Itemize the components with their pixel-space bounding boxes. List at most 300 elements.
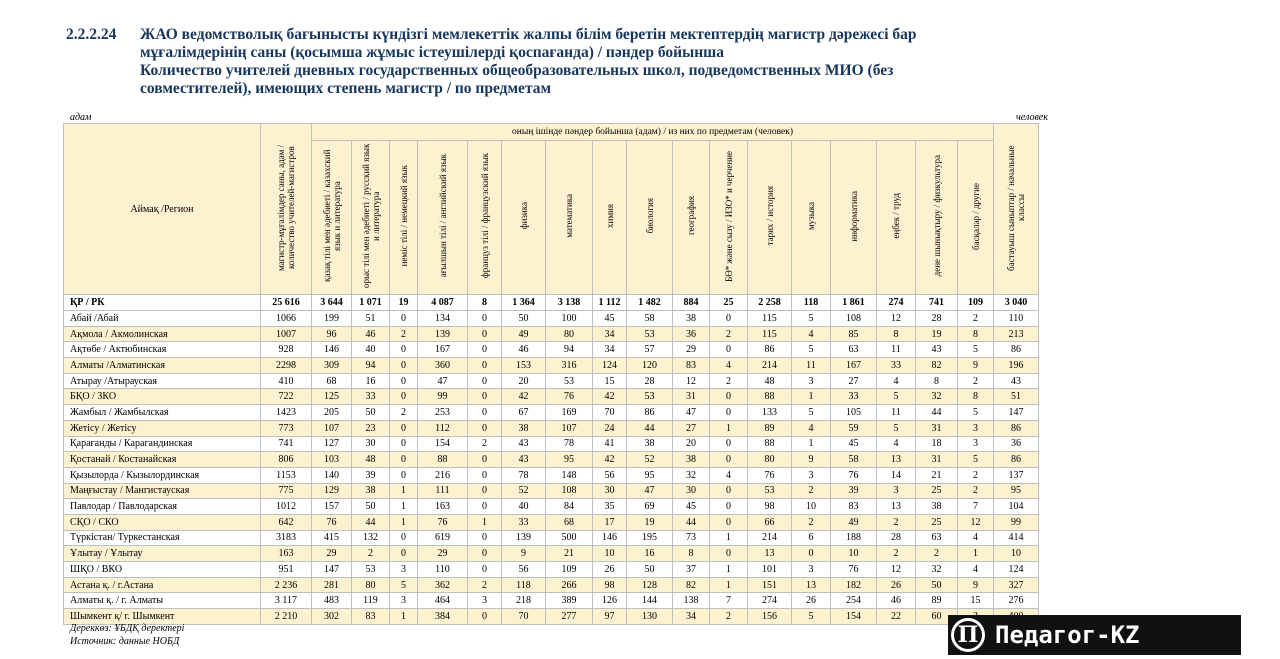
table-cell: 4 bbox=[958, 562, 994, 578]
table-cell: 128 bbox=[627, 577, 673, 593]
table-cell: 32 bbox=[916, 562, 958, 578]
table-cell: 98 bbox=[593, 577, 627, 593]
table-cell: 483 bbox=[312, 593, 352, 609]
table-cell: 3 bbox=[468, 593, 502, 609]
table-cell: 127 bbox=[312, 436, 352, 452]
header-subject bbox=[748, 141, 792, 295]
table-cell: 86 bbox=[627, 405, 673, 421]
header-subject-label: музыка bbox=[806, 201, 816, 231]
table-cell: 111 bbox=[418, 483, 468, 499]
header-subject bbox=[673, 141, 710, 295]
header-subject bbox=[352, 141, 390, 295]
table-cell: 8 bbox=[877, 326, 916, 342]
table-row bbox=[64, 562, 1039, 578]
table-cell: 3183 bbox=[261, 530, 312, 546]
table-cell: 80 bbox=[748, 452, 792, 468]
table-cell: 2 bbox=[958, 373, 994, 389]
table-cell: 2 bbox=[958, 483, 994, 499]
table-cell: 0 bbox=[468, 499, 502, 515]
total-cell: 4 087 bbox=[418, 295, 468, 311]
table-cell: 33 bbox=[502, 514, 546, 530]
table-cell: 1 bbox=[710, 562, 748, 578]
header-subject bbox=[312, 141, 352, 295]
region-name: Шымкент қ/ г. Шымкент bbox=[64, 609, 261, 625]
table-cell: 139 bbox=[418, 326, 468, 342]
table-cell: 153 bbox=[502, 358, 546, 374]
table-cell: 1 bbox=[710, 577, 748, 593]
table-cell: 147 bbox=[312, 562, 352, 578]
table-cell: 1 bbox=[958, 546, 994, 562]
table-cell: 20 bbox=[502, 373, 546, 389]
table-cell: 36 bbox=[994, 436, 1039, 452]
table-cell: 40 bbox=[352, 342, 390, 358]
header-subject bbox=[710, 141, 748, 295]
table-cell: 66 bbox=[748, 514, 792, 530]
table-row bbox=[64, 311, 1039, 327]
table-cell: 86 bbox=[748, 342, 792, 358]
source-ru: Источник: данные НОБД bbox=[70, 636, 180, 647]
region-name: Астана қ. / г.Астана bbox=[64, 577, 261, 593]
table-cell: 39 bbox=[352, 467, 390, 483]
table-cell: 188 bbox=[831, 530, 877, 546]
table-cell: 103 bbox=[312, 452, 352, 468]
table-cell: 10 bbox=[792, 499, 831, 515]
table-cell: 86 bbox=[994, 342, 1039, 358]
table-cell: 157 bbox=[312, 499, 352, 515]
header-subject-label: еңбек / труд bbox=[891, 193, 901, 239]
table-cell: 16 bbox=[352, 373, 390, 389]
total-cell: 8 bbox=[468, 295, 502, 311]
table-cell: 27 bbox=[673, 420, 710, 436]
table-cell: 5 bbox=[792, 609, 831, 625]
table-cell: 2 bbox=[468, 436, 502, 452]
table-cell: 67 bbox=[502, 405, 546, 421]
table-cell: 1 bbox=[710, 420, 748, 436]
total-cell: 1 071 bbox=[352, 295, 390, 311]
logo-mark: П bbox=[951, 618, 985, 652]
table-row bbox=[64, 546, 1039, 562]
table-cell: 1 bbox=[390, 609, 418, 625]
table-cell: 0 bbox=[710, 311, 748, 327]
table-cell: 316 bbox=[546, 358, 593, 374]
table-cell: 40 bbox=[502, 499, 546, 515]
table-cell: 4 bbox=[877, 436, 916, 452]
table-cell: 167 bbox=[418, 342, 468, 358]
table-cell: 25 bbox=[916, 514, 958, 530]
table-cell: 0 bbox=[792, 546, 831, 562]
table-cell: 97 bbox=[593, 609, 627, 625]
table-cell: 12 bbox=[877, 311, 916, 327]
watermark-logo bbox=[948, 615, 1241, 655]
table-cell: 50 bbox=[352, 499, 390, 515]
table-cell: 182 bbox=[831, 577, 877, 593]
region-name: Павлодар / Павлодарская bbox=[64, 499, 261, 515]
table-cell: 154 bbox=[418, 436, 468, 452]
source-kz: Дереккөз: ҰБДҚ деректері bbox=[70, 623, 185, 634]
header-subject bbox=[627, 141, 673, 295]
region-name: ШҚО / ВКО bbox=[64, 562, 261, 578]
table-cell: 0 bbox=[468, 530, 502, 546]
table-cell: 0 bbox=[390, 546, 418, 562]
table-row bbox=[64, 358, 1039, 374]
header-subject bbox=[792, 141, 831, 295]
table-cell: 94 bbox=[352, 358, 390, 374]
table-cell: 38 bbox=[673, 311, 710, 327]
table-cell: 4 bbox=[710, 358, 748, 374]
table-cell: 0 bbox=[710, 389, 748, 405]
table-cell: 76 bbox=[831, 562, 877, 578]
table-cell: 83 bbox=[673, 358, 710, 374]
table-cell: 26 bbox=[792, 593, 831, 609]
table-cell: 218 bbox=[502, 593, 546, 609]
region-name: Атырау /Атырауская bbox=[64, 373, 261, 389]
table-cell: 42 bbox=[593, 389, 627, 405]
table-cell: 9 bbox=[502, 546, 546, 562]
table-row bbox=[64, 577, 1039, 593]
table-cell: 63 bbox=[916, 530, 958, 546]
total-cell: 741 bbox=[916, 295, 958, 311]
table-row bbox=[64, 373, 1039, 389]
table-cell: 23 bbox=[352, 420, 390, 436]
table-cell: 108 bbox=[546, 483, 593, 499]
table-cell: 0 bbox=[710, 483, 748, 499]
header-subject-label: дене шынықтыру / физкультура bbox=[931, 155, 942, 277]
table-cell: 216 bbox=[418, 467, 468, 483]
table-cell: 327 bbox=[994, 577, 1039, 593]
table-cell: 1 bbox=[390, 514, 418, 530]
table-cell: 101 bbox=[748, 562, 792, 578]
total-cell: 25 616 bbox=[261, 295, 312, 311]
table-cell: 5 bbox=[390, 577, 418, 593]
table-cell: 146 bbox=[312, 342, 352, 358]
table-cell: 134 bbox=[418, 311, 468, 327]
table-cell: 281 bbox=[312, 577, 352, 593]
region-name: Қостанай / Костанайская bbox=[64, 452, 261, 468]
header-subject bbox=[390, 141, 418, 295]
table-cell: 28 bbox=[877, 530, 916, 546]
region-name: Алматы /Алматинская bbox=[64, 358, 261, 374]
table-cell: 85 bbox=[831, 326, 877, 342]
table-cell: 132 bbox=[352, 530, 390, 546]
table-cell: 2 bbox=[792, 483, 831, 499]
table-cell: 5 bbox=[877, 389, 916, 405]
table-cell: 8 bbox=[673, 546, 710, 562]
header-primary-classes bbox=[994, 124, 1039, 295]
table-cell: 138 bbox=[673, 593, 710, 609]
table-cell: 100 bbox=[546, 311, 593, 327]
table-cell: 25 bbox=[916, 483, 958, 499]
header-total bbox=[261, 124, 312, 295]
table-cell: 37 bbox=[673, 562, 710, 578]
table-cell: 147 bbox=[994, 405, 1039, 421]
table-cell: 5 bbox=[877, 420, 916, 436]
table-cell: 0 bbox=[710, 499, 748, 515]
table-cell: 360 bbox=[418, 358, 468, 374]
table-cell: 8 bbox=[958, 389, 994, 405]
table-cell: 76 bbox=[418, 514, 468, 530]
table-cell: 47 bbox=[673, 405, 710, 421]
table-cell: 4 bbox=[958, 530, 994, 546]
total-cell: 2 258 bbox=[748, 295, 792, 311]
header-subject bbox=[916, 141, 958, 295]
table-cell: 49 bbox=[831, 514, 877, 530]
table-cell: 10 bbox=[593, 546, 627, 562]
table-cell: 43 bbox=[502, 452, 546, 468]
table-cell: 5 bbox=[792, 405, 831, 421]
table-row bbox=[64, 342, 1039, 358]
table-cell: 389 bbox=[546, 593, 593, 609]
header-subject-group: оның ішінде пәндер бойынша (адам) / из них по предметам (человек) bbox=[312, 124, 994, 141]
table-cell: 8 bbox=[916, 373, 958, 389]
table-cell: 19 bbox=[916, 326, 958, 342]
table-cell: 120 bbox=[627, 358, 673, 374]
table-cell: 0 bbox=[710, 342, 748, 358]
region-name: Жетісу / Жетісу bbox=[64, 420, 261, 436]
table-cell: 44 bbox=[352, 514, 390, 530]
header-primary-classes-label: бастауыш сыныптар / начальные классы bbox=[1006, 144, 1026, 271]
table-cell: 17 bbox=[593, 514, 627, 530]
table-cell: 38 bbox=[352, 483, 390, 499]
table-cell: 27 bbox=[831, 373, 877, 389]
table-cell: 741 bbox=[261, 436, 312, 452]
table-cell: 38 bbox=[673, 452, 710, 468]
table-cell: 78 bbox=[502, 467, 546, 483]
table-cell: 30 bbox=[593, 483, 627, 499]
table-cell: 1012 bbox=[261, 499, 312, 515]
table-cell: 0 bbox=[710, 452, 748, 468]
table-cell: 0 bbox=[468, 373, 502, 389]
table-cell: 642 bbox=[261, 514, 312, 530]
table-cell: 0 bbox=[468, 358, 502, 374]
table-cell: 130 bbox=[627, 609, 673, 625]
table-cell: 2 bbox=[710, 373, 748, 389]
table-cell: 52 bbox=[627, 452, 673, 468]
table-cell: 126 bbox=[593, 593, 627, 609]
table-cell: 722 bbox=[261, 389, 312, 405]
table-cell: 84 bbox=[546, 499, 593, 515]
table-cell: 4 bbox=[792, 326, 831, 342]
table-cell: 96 bbox=[312, 326, 352, 342]
table-cell: 9 bbox=[958, 577, 994, 593]
source-note bbox=[70, 622, 184, 648]
total-cell: 274 bbox=[877, 295, 916, 311]
table-cell: 99 bbox=[994, 514, 1039, 530]
total-cell: 3 138 bbox=[546, 295, 593, 311]
table-cell: 46 bbox=[877, 593, 916, 609]
table-cell: 0 bbox=[468, 483, 502, 499]
region-name: Түркістан/ Туркестанская bbox=[64, 530, 261, 546]
table-cell: 362 bbox=[418, 577, 468, 593]
table-cell: 50 bbox=[916, 577, 958, 593]
title-kz-line-2: мұғалімдерінің саны (қосымша жұмыс істеушілерді қоспағанда) / пәндер бойынша bbox=[140, 44, 724, 61]
table-cell: 0 bbox=[390, 452, 418, 468]
header-subject bbox=[418, 141, 468, 295]
table-cell: 11 bbox=[792, 358, 831, 374]
table-cell: 16 bbox=[627, 546, 673, 562]
table-cell: 156 bbox=[748, 609, 792, 625]
table-cell: 44 bbox=[673, 514, 710, 530]
table-cell: 254 bbox=[831, 593, 877, 609]
table-cell: 45 bbox=[673, 499, 710, 515]
table-cell: 47 bbox=[627, 483, 673, 499]
table-cell: 70 bbox=[593, 405, 627, 421]
table-cell: 104 bbox=[994, 499, 1039, 515]
header-subject-label: химия bbox=[604, 204, 615, 228]
table-cell: 195 bbox=[627, 530, 673, 546]
table-cell: 18 bbox=[916, 436, 958, 452]
table-cell: 2 bbox=[468, 577, 502, 593]
table-cell: 53 bbox=[748, 483, 792, 499]
region-name: Абай /Абай bbox=[64, 311, 261, 327]
table-cell: 12 bbox=[958, 514, 994, 530]
table-cell: 31 bbox=[673, 389, 710, 405]
logo-text: Педагог-KZ bbox=[995, 621, 1140, 649]
table-cell: 29 bbox=[418, 546, 468, 562]
table-cell: 118 bbox=[502, 577, 546, 593]
table-cell: 309 bbox=[312, 358, 352, 374]
table-cell: 1 bbox=[390, 499, 418, 515]
region-name: Ақмола / Акмолинская bbox=[64, 326, 261, 342]
table-row bbox=[64, 405, 1039, 421]
table-cell: 3 bbox=[958, 420, 994, 436]
table-cell: 3 bbox=[390, 562, 418, 578]
table-cell: 1423 bbox=[261, 405, 312, 421]
table-cell: 50 bbox=[502, 311, 546, 327]
total-cell: 1 364 bbox=[502, 295, 546, 311]
table-cell: 8 bbox=[958, 326, 994, 342]
table-cell: 139 bbox=[502, 530, 546, 546]
header-subject-label: ағылшын тілі / английский язык bbox=[437, 154, 448, 278]
table-cell: 619 bbox=[418, 530, 468, 546]
table-cell: 78 bbox=[546, 436, 593, 452]
table-cell: 45 bbox=[593, 311, 627, 327]
table-cell: 44 bbox=[627, 420, 673, 436]
table-cell: 0 bbox=[468, 546, 502, 562]
table-cell: 205 bbox=[312, 405, 352, 421]
region-name: Ақтөбе / Актюбинская bbox=[64, 342, 261, 358]
region-name: Қызылорда / Кызылординская bbox=[64, 467, 261, 483]
table-cell: 4 bbox=[792, 420, 831, 436]
table-row bbox=[64, 483, 1039, 499]
table-cell: 154 bbox=[831, 609, 877, 625]
table-cell: 51 bbox=[352, 311, 390, 327]
table-row bbox=[64, 499, 1039, 515]
table-cell: 68 bbox=[546, 514, 593, 530]
table-cell: 15 bbox=[593, 373, 627, 389]
table-cell: 13 bbox=[748, 546, 792, 562]
table-cell: 140 bbox=[312, 467, 352, 483]
table-cell: 253 bbox=[418, 405, 468, 421]
header-subject-label: физика bbox=[518, 202, 529, 230]
table-cell: 146 bbox=[593, 530, 627, 546]
table-cell: 59 bbox=[831, 420, 877, 436]
table-cell: 30 bbox=[673, 483, 710, 499]
table-cell: 0 bbox=[468, 562, 502, 578]
header-subject bbox=[831, 141, 877, 295]
table-cell: 4 bbox=[710, 467, 748, 483]
table-cell: 21 bbox=[546, 546, 593, 562]
header-region: Аймақ /Регион bbox=[64, 124, 261, 295]
table-cell: 56 bbox=[502, 562, 546, 578]
total-cell: 3 040 bbox=[994, 295, 1039, 311]
table-cell: 57 bbox=[627, 342, 673, 358]
table-cell: 63 bbox=[831, 342, 877, 358]
table-cell: 5 bbox=[792, 342, 831, 358]
table-cell: 1 bbox=[468, 514, 502, 530]
table-cell: 137 bbox=[994, 467, 1039, 483]
table-cell: 415 bbox=[312, 530, 352, 546]
table-cell: 0 bbox=[468, 389, 502, 405]
table-cell: 82 bbox=[673, 577, 710, 593]
table-cell: 5 bbox=[792, 311, 831, 327]
table-cell: 1066 bbox=[261, 311, 312, 327]
table-cell: 80 bbox=[352, 577, 390, 593]
table-cell: 14 bbox=[877, 467, 916, 483]
table-cell: 98 bbox=[748, 499, 792, 515]
table-cell: 39 bbox=[831, 483, 877, 499]
table-cell: 2 bbox=[916, 546, 958, 562]
table-cell: 0 bbox=[710, 436, 748, 452]
table-cell: 124 bbox=[593, 358, 627, 374]
table-cell: 0 bbox=[710, 405, 748, 421]
table-cell: 28 bbox=[627, 373, 673, 389]
table-cell: 50 bbox=[627, 562, 673, 578]
total-row-name: ҚР / РК bbox=[64, 295, 261, 311]
table-cell: 214 bbox=[748, 358, 792, 374]
table-cell: 163 bbox=[418, 499, 468, 515]
unit-label-kz: адам bbox=[70, 112, 92, 123]
table-cell: 0 bbox=[710, 514, 748, 530]
table-cell: 41 bbox=[593, 436, 627, 452]
table-cell: 928 bbox=[261, 342, 312, 358]
table-cell: 32 bbox=[673, 467, 710, 483]
total-cell: 884 bbox=[673, 295, 710, 311]
table-cell: 2 236 bbox=[261, 577, 312, 593]
table-cell: 38 bbox=[916, 499, 958, 515]
table-cell: 53 bbox=[627, 326, 673, 342]
table-cell: 302 bbox=[312, 609, 352, 625]
total-cell: 118 bbox=[792, 295, 831, 311]
table-cell: 2 bbox=[877, 546, 916, 562]
table-cell: 15 bbox=[958, 593, 994, 609]
header-subject bbox=[546, 141, 593, 295]
table-cell: 0 bbox=[468, 405, 502, 421]
table-cell: 11 bbox=[877, 342, 916, 358]
table-cell: 1 bbox=[792, 436, 831, 452]
table-cell: 48 bbox=[352, 452, 390, 468]
table-cell: 53 bbox=[352, 562, 390, 578]
table-cell: 38 bbox=[627, 436, 673, 452]
table-cell: 125 bbox=[312, 389, 352, 405]
table-cell: 70 bbox=[502, 609, 546, 625]
table-cell: 0 bbox=[468, 452, 502, 468]
table-row bbox=[64, 420, 1039, 436]
region-name: БҚО / ЗКО bbox=[64, 389, 261, 405]
table-cell: 7 bbox=[710, 593, 748, 609]
table-cell: 0 bbox=[390, 311, 418, 327]
table-cell: 46 bbox=[352, 326, 390, 342]
total-cell: 25 bbox=[710, 295, 748, 311]
table-cell: 151 bbox=[748, 577, 792, 593]
table-cell: 5 bbox=[958, 452, 994, 468]
table-row bbox=[64, 514, 1039, 530]
table-cell: 33 bbox=[352, 389, 390, 405]
table-cell: 1 bbox=[710, 530, 748, 546]
table-row bbox=[64, 609, 1039, 625]
total-cell: 109 bbox=[958, 295, 994, 311]
table-row bbox=[64, 530, 1039, 546]
table-cell: 4 bbox=[877, 373, 916, 389]
